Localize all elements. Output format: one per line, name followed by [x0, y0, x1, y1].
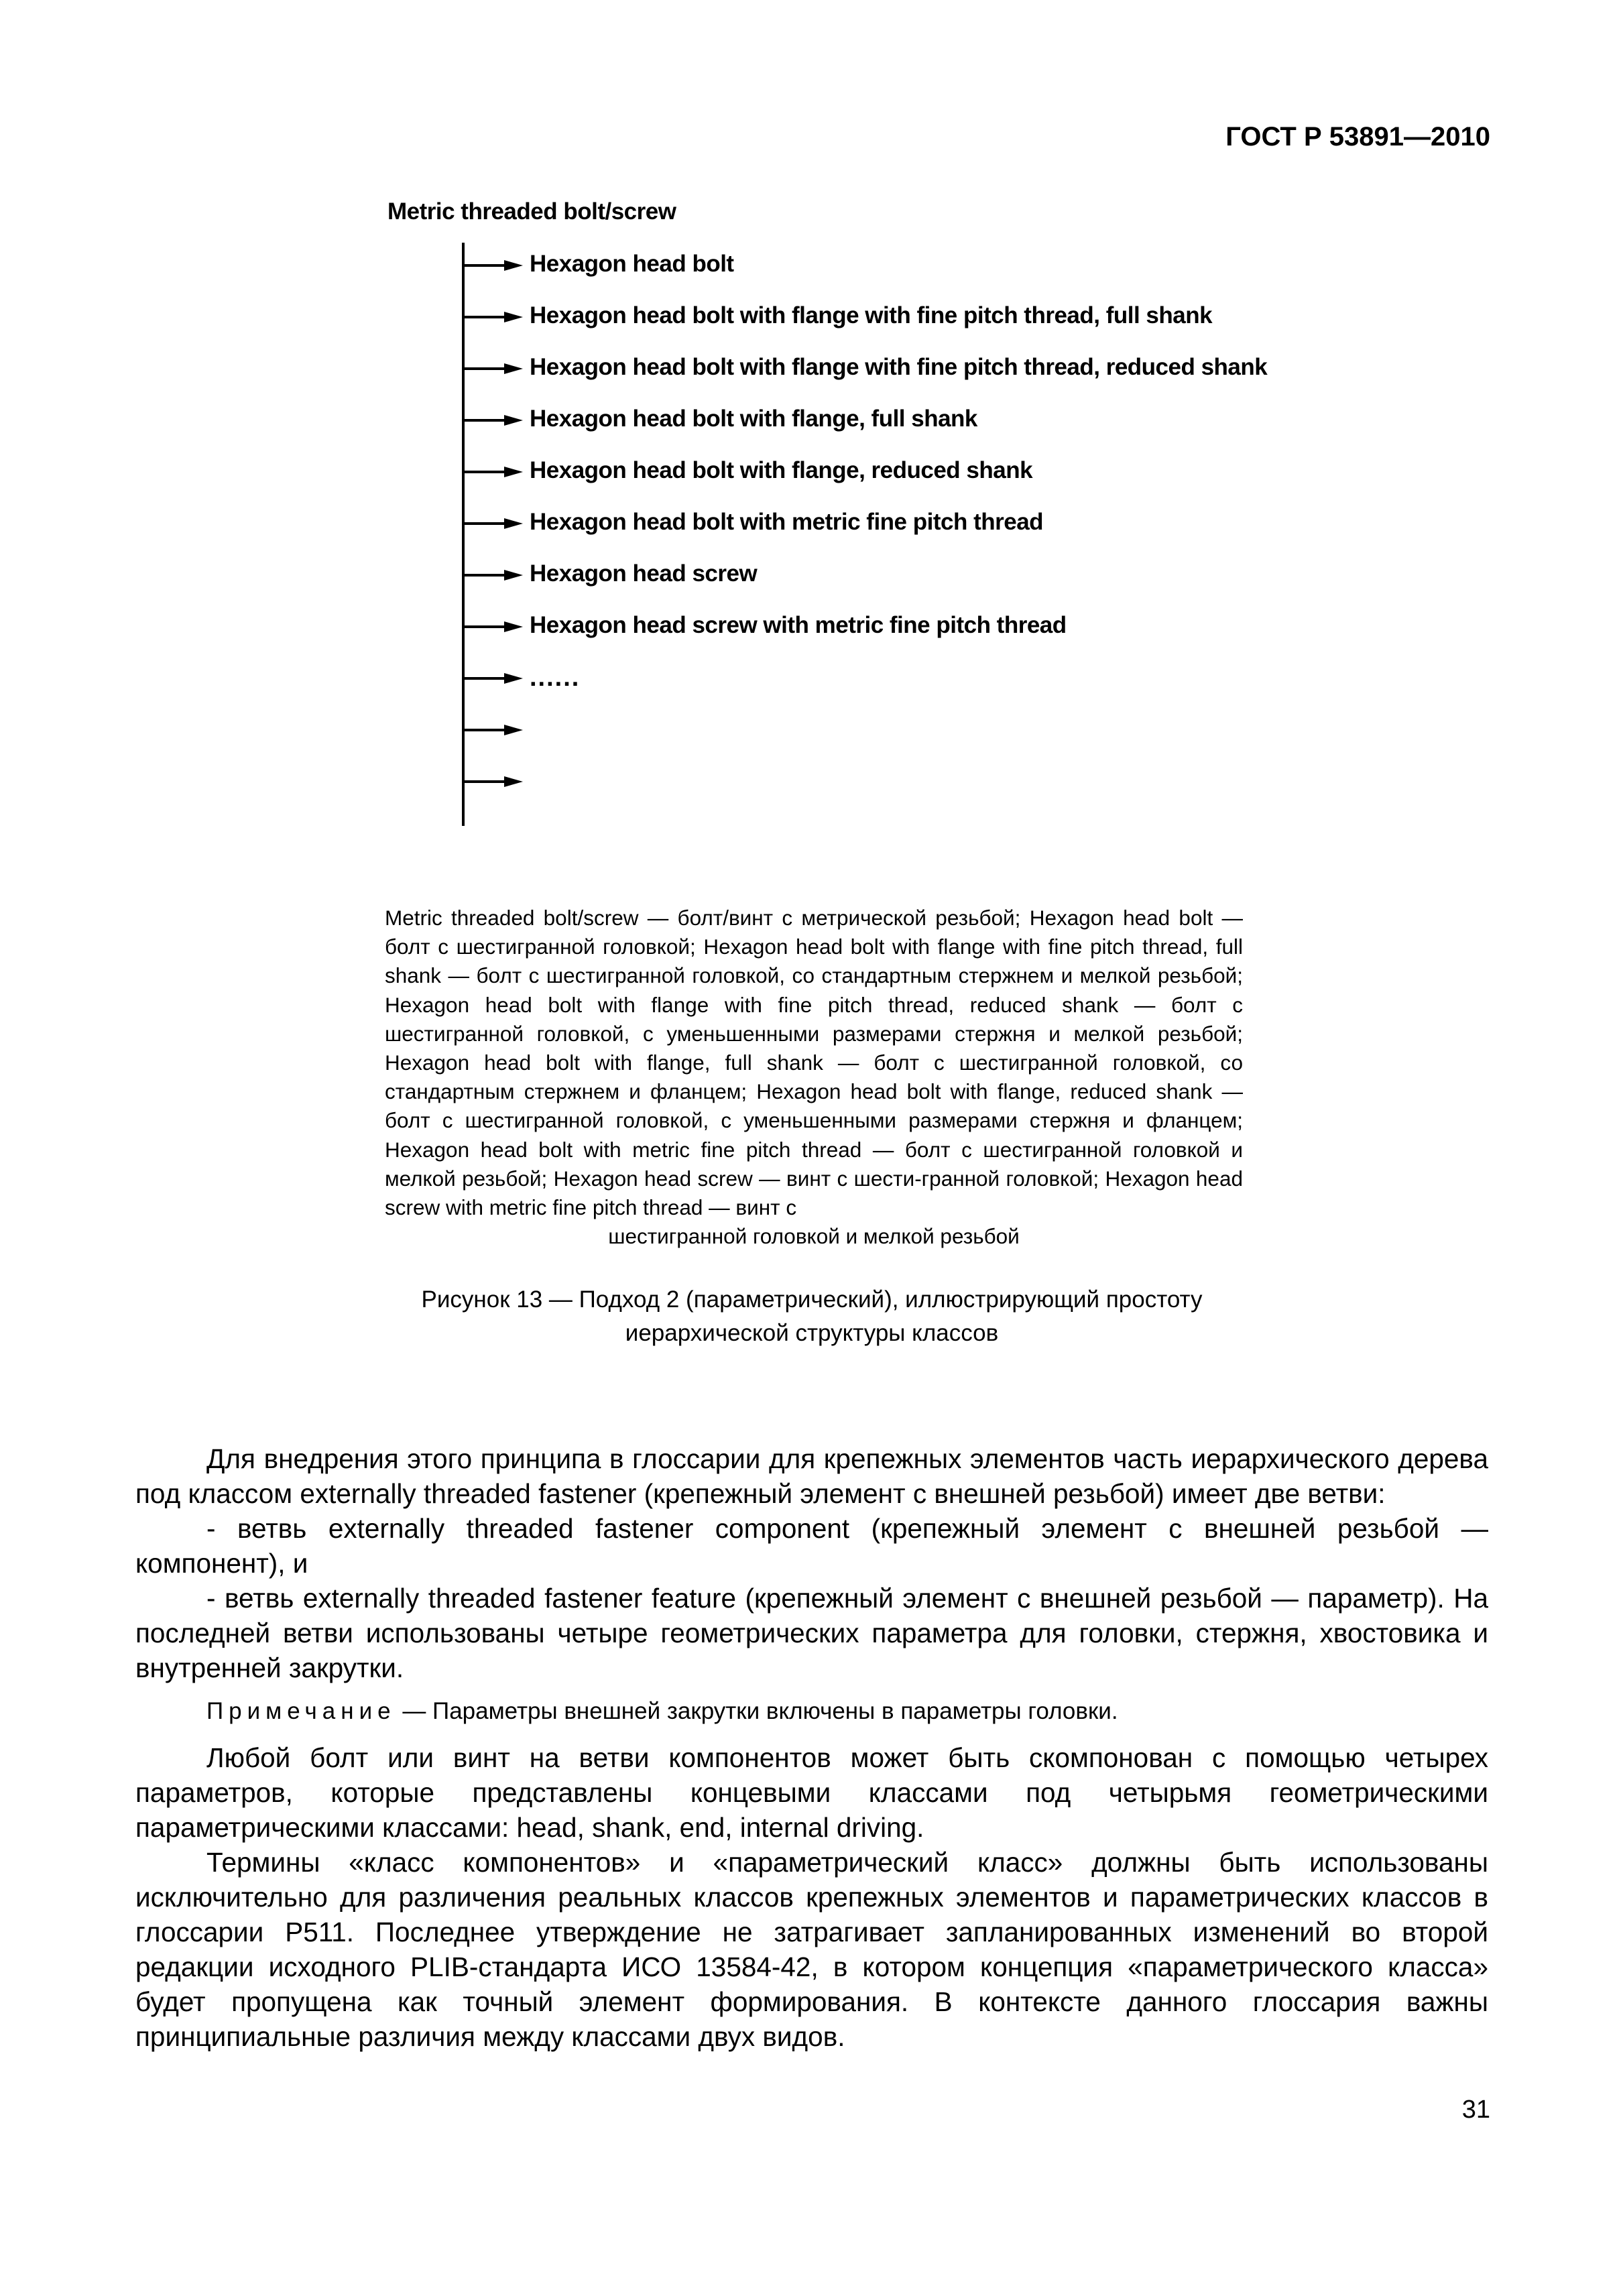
diagram-connectors — [0, 0, 1623, 871]
note — [135, 1695, 1488, 1728]
subclass-label: Hexagon head bolt with flange with fine pitch thread, reduced shank — [530, 354, 1268, 380]
diagram-root-class: Metric threaded bolt/screw — [387, 198, 676, 225]
arrowhead-icon — [504, 312, 523, 322]
note-text: — Параметры внешней закрутки включены в параметры головки. — [396, 1698, 1118, 1724]
figure-caption — [379, 1283, 1244, 1350]
arrowhead-icon — [504, 673, 523, 684]
arrowhead-icon — [504, 363, 523, 374]
arrowhead-icon — [504, 467, 523, 477]
subclass-label: Hexagon head screw — [530, 560, 758, 587]
arrowhead-icon — [504, 725, 523, 735]
legend-last-line: шестигранной головкой и мелкой резьбой — [608, 1224, 1020, 1249]
arrowhead-icon — [504, 415, 523, 426]
subclass-label: Hexagon head screw with metric fine pitch thread — [530, 612, 1067, 638]
caption-line-2: иерархической структуры классов — [625, 1320, 999, 1346]
figure-legend — [385, 904, 1243, 1251]
paragraph: Любой болт или винт на ветви компонентов может быть скомпонован с помощью четырех параметров, которые представлены концевыми классами под четырьмя геометрическими параметрическими классами: head, shank, end, internal driving. — [135, 1742, 1488, 1843]
note-label: Примечание — [206, 1698, 396, 1724]
subclass-label: Hexagon head bolt with flange, reduced shank — [530, 457, 1033, 483]
arrowhead-icon — [504, 776, 523, 787]
body-text — [135, 1441, 1488, 2054]
subclass-label: Hexagon head bolt with flange with fine pitch thread, full shank — [530, 302, 1213, 328]
subclass-label: Hexagon head bolt with flange, full shank — [530, 406, 977, 432]
arrowhead-icon — [504, 621, 523, 632]
caption-line-1: Рисунок 13 — Подход 2 (параметрический), иллюстрирующий простоту — [421, 1286, 1203, 1313]
subclass-label: Hexagon head bolt with metric fine pitch thread — [530, 509, 1044, 535]
subclass-label: ...... — [530, 664, 581, 692]
paragraph: Для внедрения этого принципа в глоссарии для крепежных элементов часть иерархического дерева под классом externally threaded fastener (крепежный элемент с внешней резьбой) имеет две ветви: — [135, 1443, 1488, 1509]
subclass-label: Hexagon head bolt — [530, 251, 734, 277]
arrowhead-icon — [504, 570, 523, 581]
document-header: ГОСТ Р 53891—2010 — [1225, 122, 1490, 152]
legend-text: Metric threaded bolt/screw — болт/винт с метрической резьбой; Hexagon head bolt — болт с шестигранной головкой; Hexagon head bolt with flange with fine pitch thread, full shank — болт с шестигранной головкой, со стандартным стержнем и мелкой резьбой; Hexagon head bolt with flange with fine pitch thread, reduced shank — болт с шестигранной головкой, с уменьшенными размерами стержня и мелкой резьбой; Hexagon head bolt with flange, full shank — болт с шестигранной головкой, со стандартным стержнем и фланцем; Hexagon head bolt with flange, reduced shank — болт с шестигранной головкой, с уменьшенными размерами стержня и фланцем; Hexagon head bolt with metric fine pitch thread — болт с шестигранной головкой и мелкой резьбой; Hexagon head screw — винт с шести-гранной головкой; Hexagon head screw with metric fine pitch thread — винт с — [385, 906, 1243, 1220]
class-hierarchy-diagram — [0, 0, 1623, 871]
arrowhead-icon — [504, 260, 523, 271]
paragraph: Термины «класс компонентов» и «параметрический класс» должны быть использованы исключительно для различения реальных классов крепежных элементов и параметрических классов в глоссарии P511. Последнее утверждение не затрагивает запланированных изменений во второй редакции исходного PLIB-стандарта ИСО 13584-42, в котором концепция «параметрического класса» будет пропущена как точный элемент формирования. В контексте данного глоссария важны принципиальные различия между классами двух видов. — [135, 1847, 1488, 2052]
page-number: 31 — [1461, 2096, 1490, 2124]
paragraph: - ветвь externally threaded fastener feature (крепежный элемент с внешней резьбой — параметр). На последней ветви использованы четыре геометрических параметра для головки, стержня, хвостовика и внутренней закрутки. — [135, 1583, 1488, 1683]
arrowhead-icon — [504, 518, 523, 529]
paragraph: - ветвь externally threaded fastener component (крепежный элемент с внешней резьбой — компонент), и — [135, 1513, 1488, 1579]
